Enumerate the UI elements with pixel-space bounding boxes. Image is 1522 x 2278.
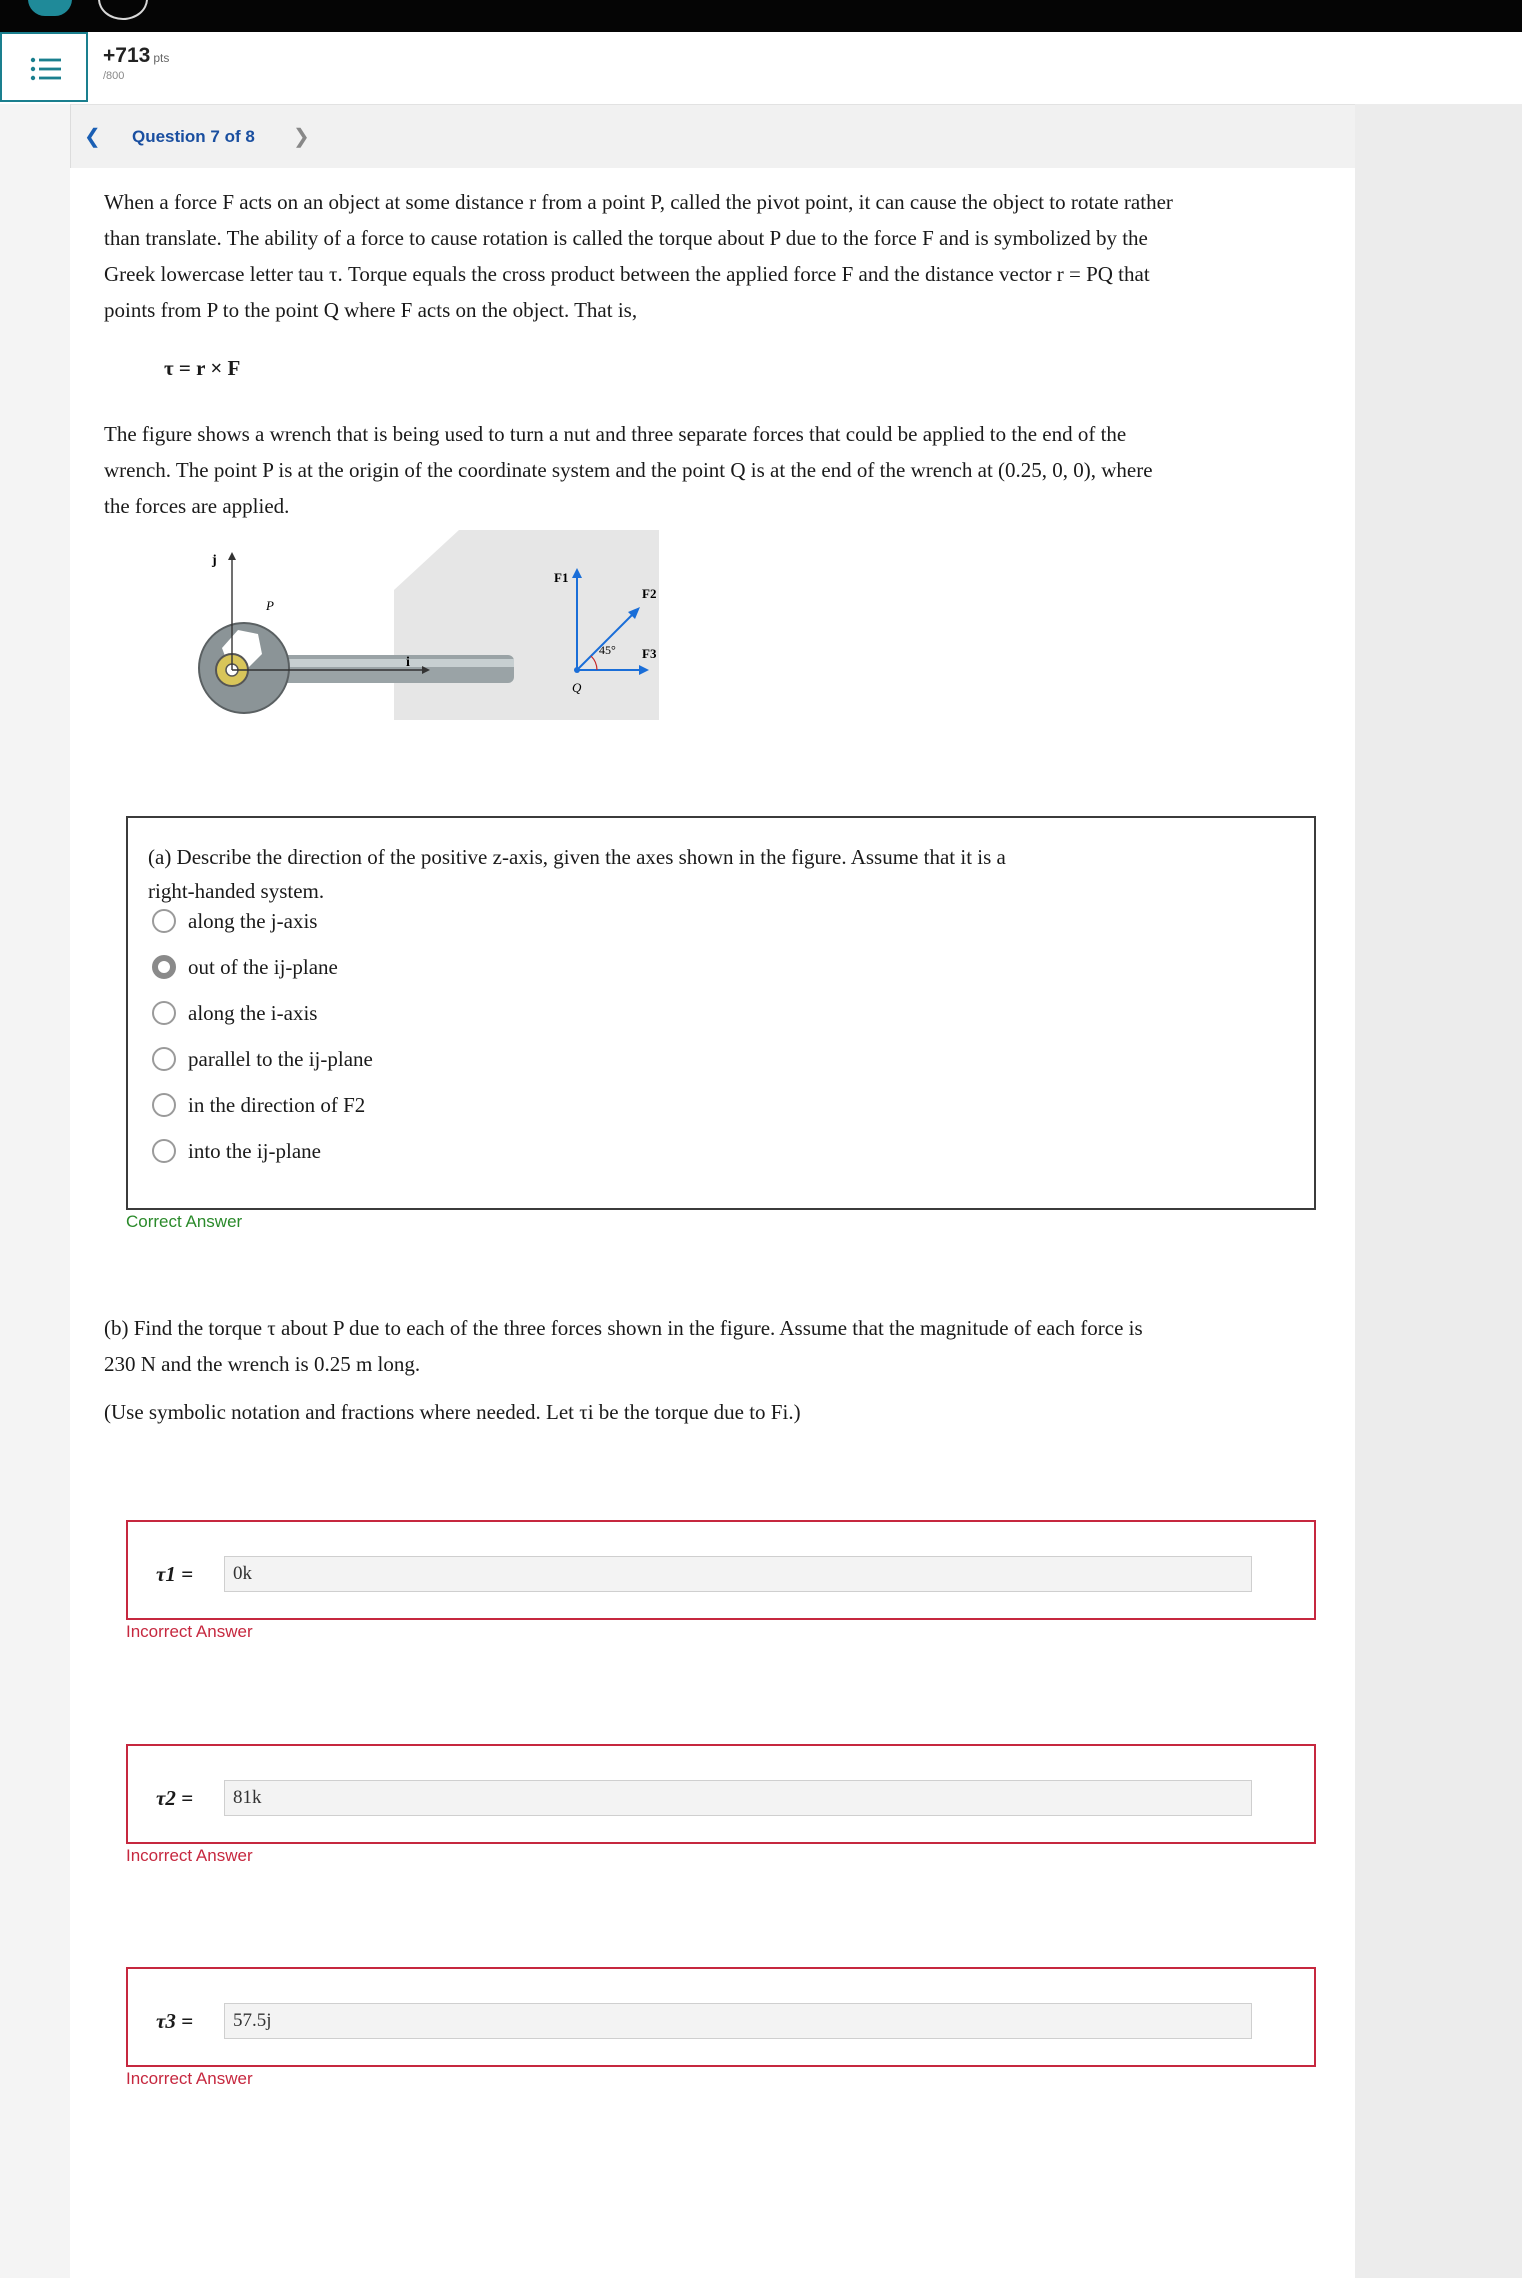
question-list-button[interactable] — [0, 32, 88, 102]
part-b-question-text — [104, 1310, 1404, 1382]
option-label: along the j-axis — [188, 908, 318, 933]
answer-box-tau1 — [126, 1520, 1316, 1620]
intro-line: than translate. The ability of a force to cause rotation is called the torque about P due to the force F and is symbolized by the — [104, 226, 1148, 250]
option-along-i-axis[interactable] — [152, 998, 317, 1028]
intro-line: When a force F acts on an object at some distance r from a point P, called the pivot point, it can cause the object to rotate rather — [104, 190, 1173, 214]
j-axis-arrowhead — [228, 552, 236, 560]
option-out-of-ij-plane[interactable] — [152, 952, 338, 982]
radio-button[interactable] — [152, 1093, 176, 1117]
radio-button[interactable] — [152, 1139, 176, 1163]
device-top-bar — [0, 0, 1522, 32]
intro-paragraph-1 — [104, 184, 1404, 328]
tau1-input[interactable]: 0k — [224, 1556, 1252, 1592]
intro-line: The figure shows a wrench that is being used to turn a nut and three separate forces that could be applied to the end of the — [104, 422, 1127, 446]
answer-box-tau2 — [126, 1744, 1316, 1844]
intro-line: the forces are applied. — [104, 494, 290, 518]
point-q-label: Q — [572, 680, 582, 695]
radio-button[interactable] — [152, 1047, 176, 1071]
angle-label: 45° — [599, 643, 616, 657]
option-label: in the direction of F2 — [188, 1092, 366, 1117]
part-a-question-text — [148, 840, 1248, 908]
wrench-figure — [194, 530, 659, 730]
points-header — [0, 32, 1522, 105]
option-label: into the ij-plane — [188, 1138, 321, 1163]
tau2-status: Incorrect Answer — [126, 1846, 253, 1865]
part-b-question-line: 230 N and the wrench is 0.25 m long. — [104, 1352, 421, 1376]
previous-question-icon[interactable]: ❮ — [84, 126, 101, 148]
point-p-label: P — [266, 598, 274, 613]
option-into-ij-plane[interactable] — [152, 1136, 321, 1166]
points-unit: pts — [153, 51, 170, 65]
points-earned: +713 — [103, 44, 151, 67]
figure-panel — [394, 530, 659, 720]
j-axis-label: j — [212, 553, 217, 568]
part-b-instruction: (Use symbolic notation and fractions where needed. Let τi be the torque due to Fi.) — [104, 1400, 801, 1424]
intro-paragraph-2 — [104, 416, 1404, 524]
left-gutter — [0, 104, 71, 2278]
question-navigation — [70, 104, 1355, 168]
tau1-label: τ1 = — [156, 1562, 194, 1586]
back-circle-icon[interactable] — [98, 0, 148, 20]
intro-line: points from P to the point Q where F acts on the object. That is, — [104, 298, 638, 322]
tau3-input[interactable]: 57.5j — [224, 2003, 1252, 2039]
torque-formula: τ = r × F — [164, 356, 241, 380]
force-f2-label: F2 — [642, 586, 657, 601]
tau2-label: τ2 = — [156, 1786, 194, 1810]
intro-line: Greek lowercase letter tau τ. Torque equals the cross product between the applied force F and the distance vector r = PQ that — [104, 262, 1150, 286]
tau1-status: Incorrect Answer — [126, 1622, 253, 1641]
tau3-label: τ3 = — [156, 2009, 194, 2033]
force-f3-label: F3 — [642, 646, 657, 661]
app-indicator-icon — [28, 0, 72, 16]
radio-button[interactable] — [152, 909, 176, 933]
force-f1-label: F1 — [554, 570, 569, 585]
question-content — [70, 168, 1355, 2278]
part-a-status: Correct Answer — [126, 1212, 243, 1231]
points-display — [103, 44, 169, 82]
radio-button[interactable] — [152, 1001, 176, 1025]
option-parallel-ij-plane[interactable] — [152, 1044, 373, 1074]
part-a-question-line: right-handed system. — [148, 879, 325, 903]
option-label: out of the ij-plane — [188, 954, 338, 979]
radio-button-selected[interactable] — [152, 955, 176, 979]
i-axis-label: i — [406, 655, 410, 670]
tau3-status: Incorrect Answer — [126, 2069, 253, 2088]
answer-box-tau3 — [126, 1967, 1316, 2067]
option-along-j-axis[interactable] — [152, 906, 317, 936]
option-label: parallel to the ij-plane — [188, 1046, 373, 1071]
list-icon — [30, 56, 62, 82]
part-a-question-box — [126, 816, 1316, 1210]
tau2-input[interactable]: 81k — [224, 1780, 1252, 1816]
option-label: along the i-axis — [188, 1000, 318, 1025]
points-total: /800 — [103, 70, 125, 82]
option-direction-f2[interactable] — [152, 1090, 365, 1120]
intro-line: wrench. The point P is at the origin of the coordinate system and the point Q is at the end of the wrench at (0.25, 0, 0), where — [104, 458, 1153, 482]
next-question-icon[interactable]: ❯ — [293, 126, 310, 148]
part-b-question-line: (b) Find the torque τ about P due to each of the three forces shown in the figure. Assume that the magnitude of each force is — [104, 1316, 1143, 1340]
part-a-question-line: (a) Describe the direction of the positive z-axis, given the axes shown in the figure. Assume that it is a — [148, 845, 1006, 869]
question-counter[interactable]: Question 7 of 8 — [132, 127, 255, 146]
